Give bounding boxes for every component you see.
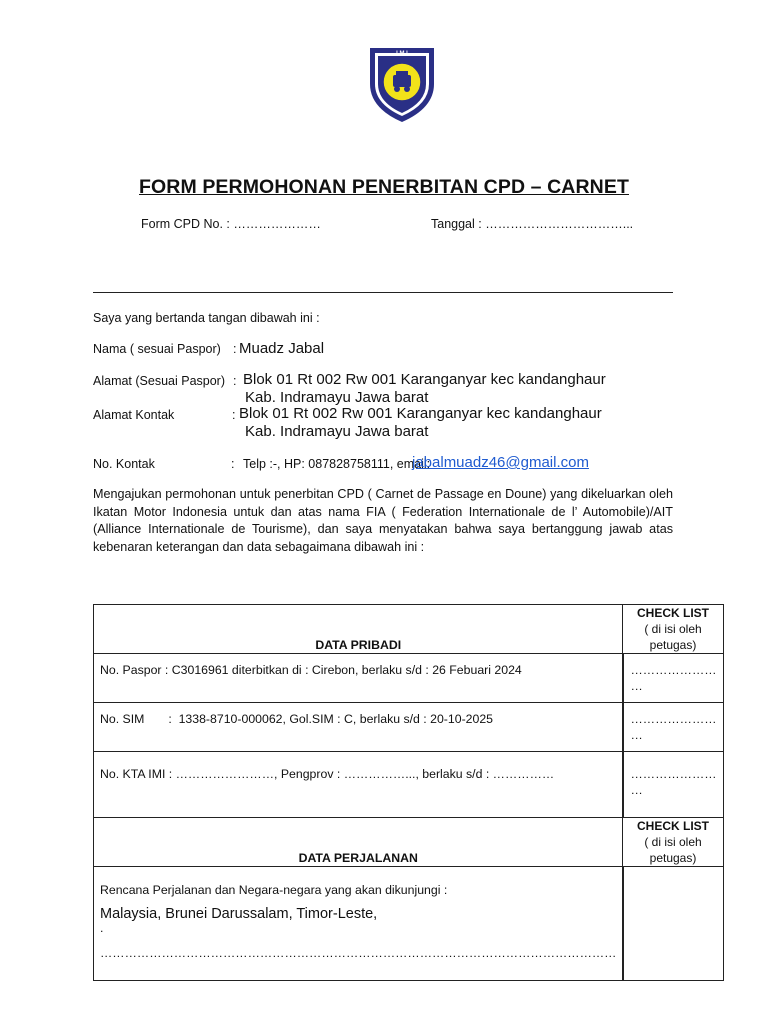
form-no-label: Form CPD No. : [141,217,230,231]
paspor-text: No. Paspor : C3016961 diterbitkan di : Cirebon, berlaku s/d : 26 Febuari 2024 [100,663,522,677]
nama-value: Muadz Jabal [239,340,325,357]
kontak-label: No. Kontak [93,457,155,471]
checklist-sub: ( di isi oleh petugas) [644,622,702,652]
declaration-paragraph: Mengajukan permohonan untuk penerbitan CPD ( Carnet de Passage en Doune) yang dikeluarkan oleh Ikatan Motor Indonesia untuk dan atas nama FIA ( Federation Internationale de l’ Automobile)/AIT (Alliance Internationale de Tourisme), dan saya menyatakan bahwa saya bertanggung jawab atas kebenaran keterangan dan data sebagaimana dibawah ini : [93,487,673,554]
tanggal-label: Tanggal : [431,217,482,231]
data-table [93,604,724,981]
divider [93,292,673,293]
checklist-header [623,605,723,654]
kta-text: No. KTA IMI : ……………………, Pengprov : ……………..., berlaku s/d : …………… [100,767,555,781]
table-row [94,703,724,752]
imi-logo [367,44,437,124]
pribadi-header: DATA PRIBADI [94,605,623,654]
pribadi-header-row [94,605,724,654]
tanggal-value: ……………………………... [485,217,634,231]
alamat-kontak-label: Alamat Kontak [93,408,175,422]
alamat-kontak-line1: Blok 01 Rt 002 Rw 001 Karanganyar kec kandanghaur [239,405,602,422]
form-no-value: ………………… [233,217,321,231]
rencana-label: Rencana Perjalanan dan Negara-negara yang akan dikunjungi : [100,883,448,897]
alamat-sep: : [233,374,237,388]
tanggal [431,217,633,231]
rencana-value: Malaysia, Brunei Darussalam, Timor-Leste, [100,906,378,922]
alamat-label: Alamat (Sesuai Paspor) [93,374,226,388]
nama-sep: : [233,342,237,356]
check-box[interactable] [624,867,723,981]
check-dots: ………………… … [630,712,717,742]
checklist-title: CHECK LIST [637,606,709,620]
alamat-kontak-sep: : [232,408,236,422]
alamat-kontak-line2: Kab. Indramayu Jawa barat [245,423,429,440]
check-dots: ………………… … [630,767,717,797]
sim-text: No. SIM : 1338-8710-000062, Gol.SIM : C, berlaku s/d : 20-10-2025 [100,712,494,726]
kontak-text: Telp :-, HP: 087828758111, email: [243,457,431,471]
email-link[interactable]: jabalmuadz46@gmail.com [412,454,589,471]
form-title: FORM PERMOHONAN PENERBITAN CPD – CARNET [139,176,629,198]
table-row [94,654,724,703]
checklist-title: CHECK LIST [637,819,709,833]
checklist-sub: ( di isi oleh petugas) [644,835,702,865]
rencana-dot: . [100,921,104,935]
perjalanan-header: DATA PERJALANAN [94,818,623,867]
perjalanan-header-row [94,818,724,867]
logo-top-text: I M I [396,51,408,57]
form-no [141,217,321,231]
alamat-line2: Kab. Indramayu Jawa barat [245,389,429,406]
intro-text: Saya yang bertanda tangan dibawah ini : [93,311,320,325]
alamat-line1: Blok 01 Rt 002 Rw 001 Karanganyar kec kandanghaur [243,371,606,388]
rencana-dots: ……………………………………………………………………………………………………………… [100,946,617,960]
check-dots: ………………… … [630,663,717,693]
nama-label: Nama ( sesuai Paspor) [93,342,221,356]
kontak-sep: : [231,457,235,471]
rencana-row [94,867,724,981]
checklist-header [623,818,723,867]
table-row [94,752,724,818]
